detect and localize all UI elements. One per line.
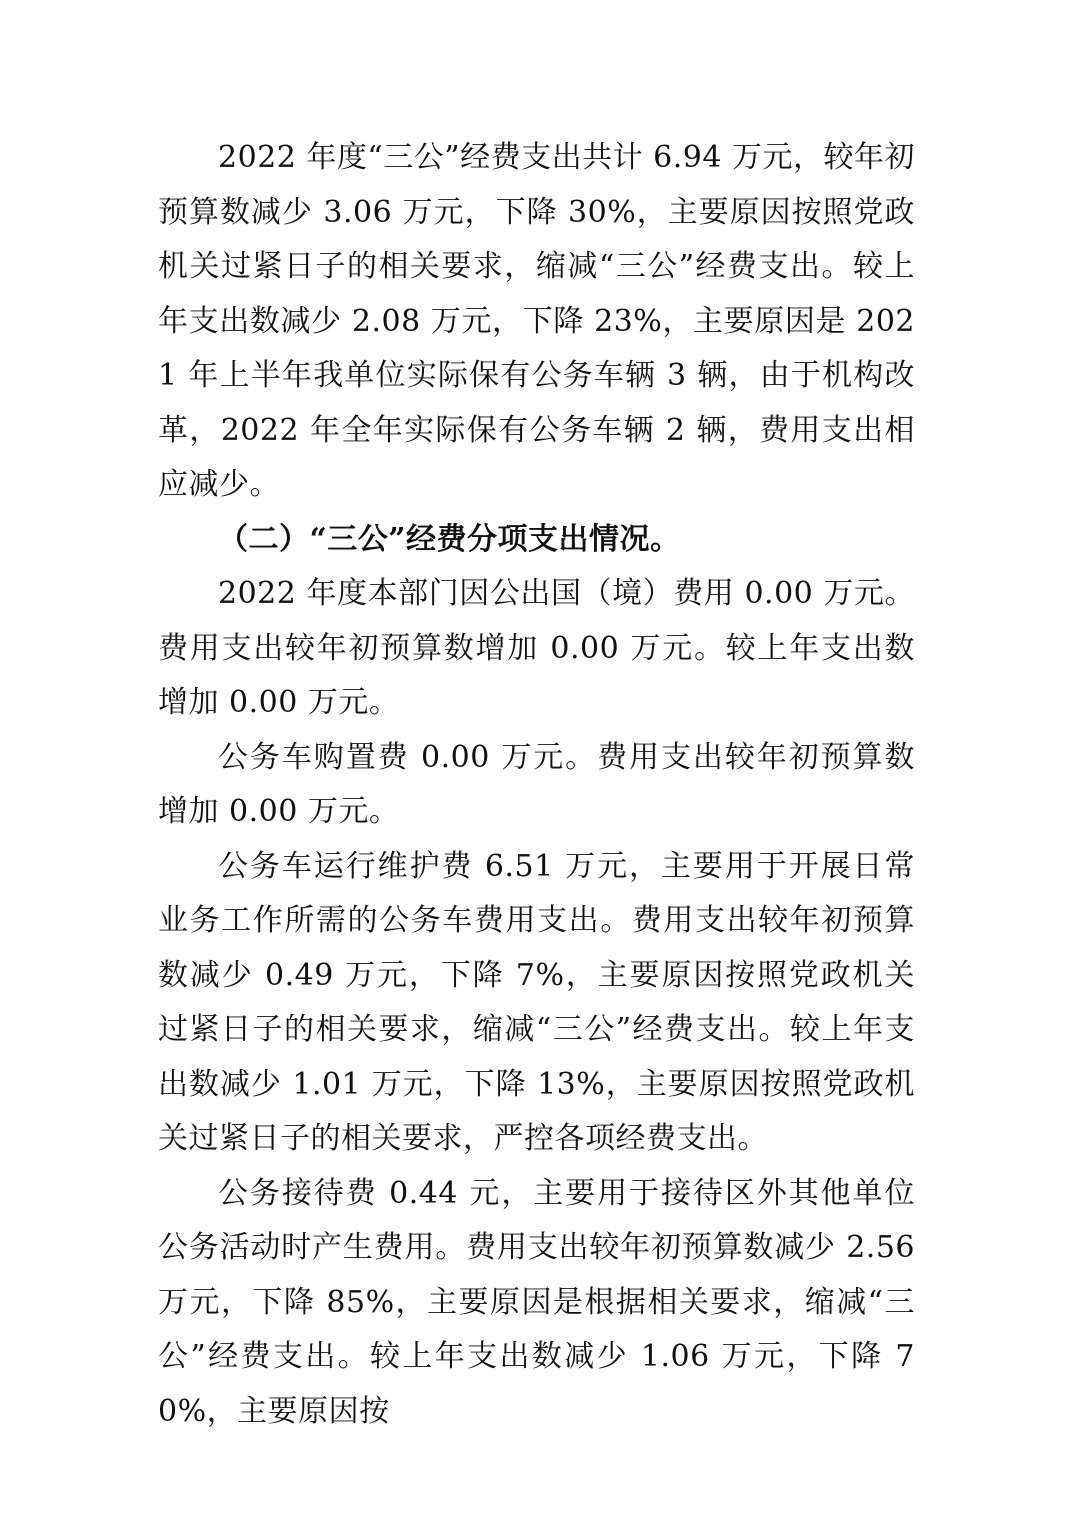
paragraph-vehicle-maintenance-expense: 公务车运行维护费 6.51 万元，主要用于开展日常业务工作所需的公务车费用支出。费用支出较年初预算数减少 0.49 万元，下降 7%，主要原因按照党政机关过紧日子的相关要求，缩减“三公”经费支出。较上年支出数减少 1.01 万元，下降 13%，主要原因按照党政机关过紧日子的相关要求，严控各项经费支出。 xyxy=(158,848,915,1156)
document-body xyxy=(158,131,915,1439)
paragraph-official-reception-expense: 公务接待费 0.44 元，主要用于接待区外其他单位公务活动时产生费用。费用支出较年初预算数减少 2.56 万元，下降 85%，主要原因是根据相关要求，缩减“三公”经费支出。较上年支出数减少 1.06 万元，下降 70%，主要原因按 xyxy=(158,1175,915,1429)
section-heading-itemized-expense: （二）“三公”经费分项支出情况。 xyxy=(218,521,681,557)
paragraph-vehicle-purchase-expense: 公务车购置费 0.00 万元。费用支出较年初预算数增加 0.00 万元。 xyxy=(158,739,915,829)
paragraph-total-three-public-expense: 2022 年度“三公”经费支出共计 6.94 万元，较年初预算数减少 3.06 万元，下降 30%，主要原因按照党政机关过紧日子的相关要求，缩减“三公”经费支出。较上年支出数减少 2.08 万元，下降 23%，主要原因是 2021 年上半年我单位实际保有公务车辆 3 辆，由于机构改革，2022 年全年实际保有公务车辆 2 辆，费用支出相应减少。 xyxy=(158,140,915,502)
paragraph-overseas-travel-expense: 2022 年度本部门因公出国（境）费用 0.00 万元。费用支出较年初预算数增加 0.00 万元。较上年支出数增加 0.00 万元。 xyxy=(158,576,915,720)
